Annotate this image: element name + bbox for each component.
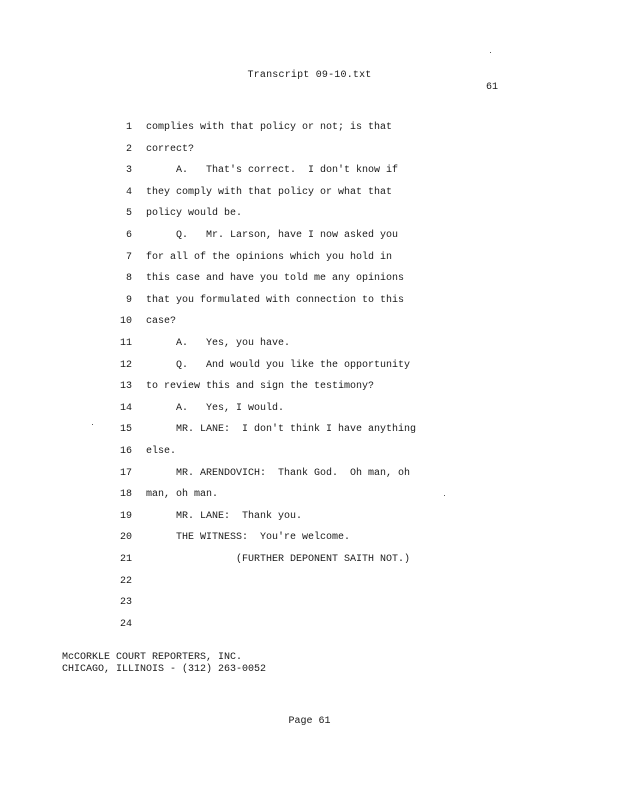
line-number: 4: [125, 186, 132, 198]
transcript-line: [0, 554, 619, 570]
transcript-line: [0, 273, 619, 289]
scan-speck: [490, 52, 491, 53]
line-text: they comply with that policy or what that: [146, 186, 393, 198]
scan-speck: [444, 495, 445, 496]
transcript-line: [0, 295, 619, 311]
line-number: 23: [119, 597, 132, 609]
reporter-location-phone: CHICAGO, ILLINOIS - (312) 263-0052: [62, 664, 267, 675]
transcript-line: [0, 424, 619, 440]
line-text: man, oh man.: [146, 489, 219, 501]
transcript-line: [0, 187, 619, 203]
transcript-line: [0, 252, 619, 268]
line-text: A. Yes, I would.: [146, 402, 285, 414]
line-text: complies with that policy or not; is that: [146, 122, 393, 133]
line-text: correct?: [146, 143, 195, 155]
line-number: 9: [125, 294, 132, 306]
line-number: 21: [119, 554, 132, 565]
line-number: 17: [119, 467, 132, 479]
line-number: 18: [119, 489, 132, 501]
line-text: Q. Mr. Larson, have I now asked you: [146, 230, 399, 241]
transcript-line: [0, 532, 619, 548]
transcript-line: [0, 619, 619, 635]
line-text: A. Yes, you have.: [146, 338, 291, 349]
line-number: 12: [119, 359, 132, 371]
line-number: 20: [119, 532, 132, 544]
page-footer: Page 61: [288, 716, 331, 727]
line-number: 15: [119, 424, 132, 436]
transcript-line: [0, 446, 619, 462]
court-reporter-footer: [62, 652, 266, 676]
line-text: else.: [146, 446, 177, 457]
line-number: 16: [119, 446, 132, 457]
reporter-name: McCORKLE COURT REPORTERS, INC.: [62, 652, 243, 663]
transcript-line: [0, 230, 619, 246]
line-number: 6: [125, 230, 132, 241]
transcript-line: [0, 489, 619, 505]
document-title: Transcript 09-10.txt: [247, 70, 372, 81]
line-text: (FURTHER DEPONENT SAITH NOT.): [146, 554, 411, 565]
line-number: 22: [119, 575, 132, 587]
line-text: THE WITNESS: You're welcome.: [146, 532, 351, 544]
line-text: to review this and sign the testimony?: [146, 381, 375, 393]
transcript-line: [0, 144, 619, 160]
transcript-line: [0, 122, 619, 138]
line-number: 13: [119, 381, 132, 393]
line-number: 7: [125, 251, 132, 263]
line-number: 1: [125, 122, 132, 133]
transcript-line: [0, 360, 619, 376]
transcript-line: [0, 576, 619, 592]
transcript-line: [0, 165, 619, 181]
transcript-line: [0, 208, 619, 224]
transcript-line: [0, 403, 619, 419]
line-text: this case and have you told me any opinions: [146, 273, 405, 285]
line-number: 24: [119, 618, 132, 630]
line-text: MR. LANE: I don't think I have anything: [146, 424, 417, 436]
line-number: 8: [125, 273, 132, 285]
line-number: 10: [119, 316, 132, 328]
line-text: for all of the opinions which you hold in: [146, 251, 393, 263]
line-number: 14: [119, 402, 132, 414]
transcript-line: [0, 511, 619, 527]
transcript-line: [0, 316, 619, 332]
transcript-line: [0, 338, 619, 354]
transcript-line: [0, 597, 619, 613]
transcript-line: [0, 381, 619, 397]
transcript-line: [0, 468, 619, 484]
header-page-number: 61: [486, 82, 499, 93]
scan-speck: [92, 424, 93, 425]
line-number: 11: [119, 338, 132, 349]
line-text: case?: [146, 316, 177, 328]
line-text: A. That's correct. I don't know if: [146, 165, 399, 177]
line-number: 3: [125, 165, 132, 177]
line-text: MR. LANE: Thank you.: [146, 510, 303, 522]
line-number: 5: [125, 208, 132, 220]
line-text: Q. And would you like the opportunity: [146, 359, 411, 371]
line-text: policy would be.: [146, 208, 243, 220]
line-number: 2: [125, 143, 132, 155]
line-text: MR. ARENDOVICH: Thank God. Oh man, oh: [146, 467, 411, 479]
line-number: 19: [119, 510, 132, 522]
line-text: that you formulated with connection to this: [146, 294, 405, 306]
